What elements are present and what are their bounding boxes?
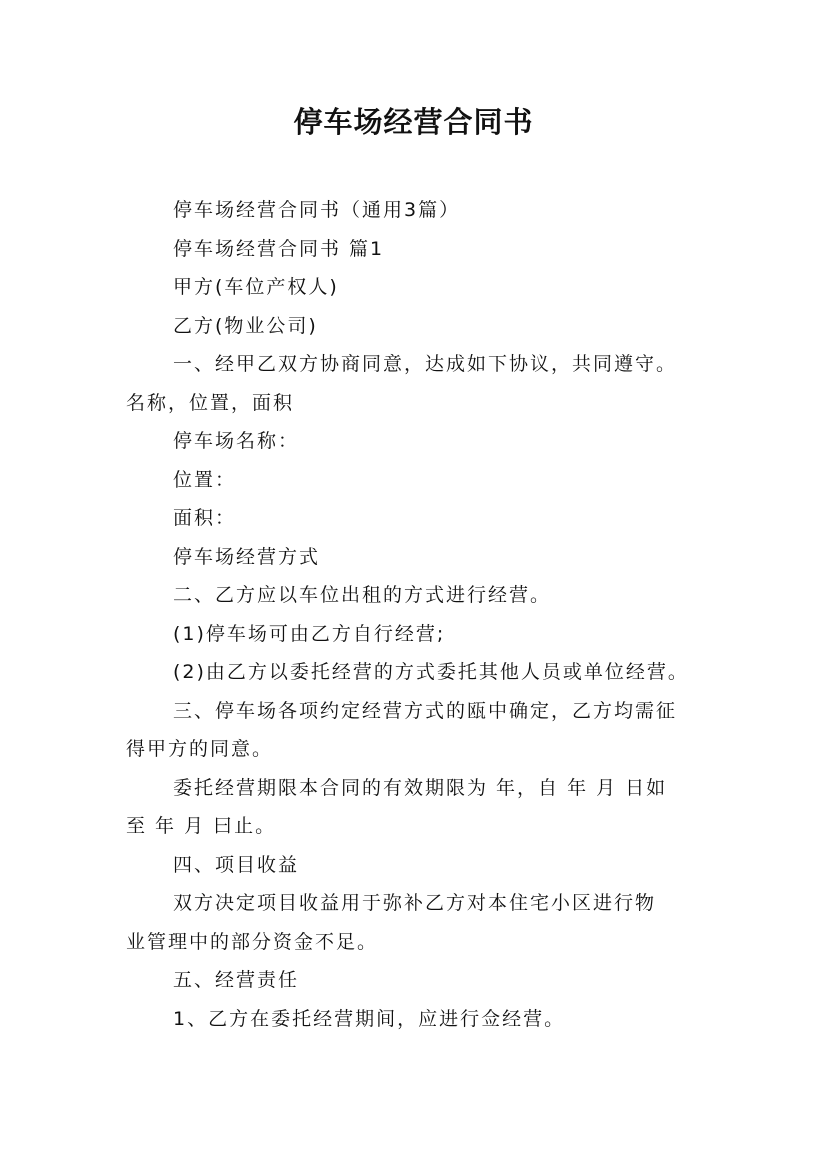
paragraph-party-b: 乙方(物业公司) bbox=[173, 314, 318, 337]
paragraph-subtitle: 停车场经营合同书（通用3篇） bbox=[173, 199, 461, 221]
paragraph-operation-mode: 停车场经营方式 bbox=[173, 545, 321, 568]
paragraph-clause-3-line1: 三、停车场各项约定经营方式的瓯中确定，乙方均需征 bbox=[173, 699, 678, 722]
paragraph-revenue-line2: 业管理中的部分资金不足。 bbox=[126, 930, 379, 953]
document-title: 停车场经营合同书 bbox=[293, 105, 534, 139]
document-body bbox=[126, 191, 716, 1038]
paragraph-section-heading: 停车场经营合同书 篇1 bbox=[173, 237, 385, 260]
paragraph-clause-3-line2: 得甲方的同意。 bbox=[126, 738, 274, 760]
paragraph-revenue-line1: 双方决定项目收益用于弥补乙方对本住宅小区进行物 bbox=[173, 892, 657, 914]
paragraph-term-line1: 委托经营期限本合同的有效期限为 年，自 年 月 日如 bbox=[173, 776, 668, 799]
paragraph-name-location-area: 名称，位置，面积 bbox=[126, 391, 295, 414]
paragraph-responsibility-1: 1、乙方在委托经营期间，应进行佥经营。 bbox=[173, 1007, 566, 1030]
paragraph-clause-2: 二、乙方应以车位出租的方式进行经营。 bbox=[173, 584, 552, 606]
paragraph-parking-name: 停车场名称： bbox=[173, 430, 300, 452]
paragraph-location: 位置： bbox=[173, 468, 237, 491]
paragraph-term-line2: 至 年 月 曰止。 bbox=[126, 815, 277, 837]
paragraph-item-1: (1)停车场可由乙方自行经营; bbox=[173, 622, 446, 645]
paragraph-clause-1: 一、经甲乙双方协商同意，达成如下协议，共同遵守。 bbox=[173, 353, 678, 375]
paragraph-item-2: (2)由乙方以委托经营的方式委托其他人员或单位经营。 bbox=[173, 661, 689, 683]
paragraph-party-a: 甲方(车位产权人) bbox=[173, 276, 339, 298]
paragraph-area: 面积： bbox=[173, 507, 237, 529]
paragraph-clause-5: 五、经营责任 bbox=[173, 969, 300, 991]
paragraph-clause-4: 四、项目收益 bbox=[173, 853, 300, 876]
